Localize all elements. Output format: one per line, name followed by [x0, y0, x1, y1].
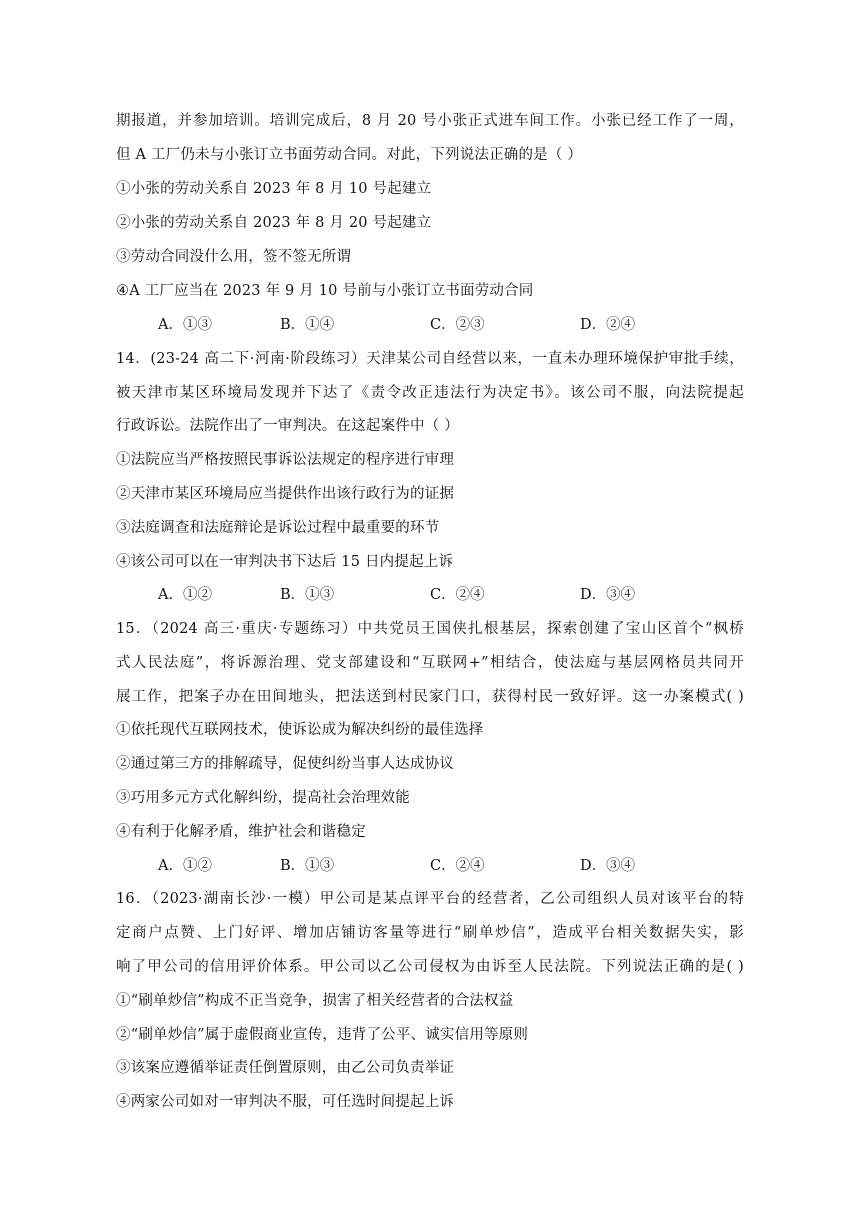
- q14-option-c[interactable]: C．②④: [430, 587, 485, 603]
- q15-statement-1: ①依托现代互联网技术，使诉讼成为解决纠纷的最佳选择: [116, 722, 484, 738]
- q16-statement-2: ②“刷单炒信”属于虚假商业宣传，违背了公平、诚实信用等原则: [116, 1027, 529, 1043]
- q15-statement-4: ④有利于化解矛盾，维护社会和谐稳定: [116, 824, 366, 840]
- q13-statement-3: ③劳动合同没什么用，签不签无所谓: [116, 249, 352, 265]
- q13-option-a[interactable]: A．①③: [158, 317, 212, 333]
- q16-statement-4: ④两家公司如对一审判决不服，可任选时间提起上诉: [116, 1094, 455, 1110]
- q13-statement-4: ④A 工厂应当在 2023 年 9 月 10 号前与小张订立书面劳动合同: [116, 283, 534, 299]
- q15-option-d[interactable]: D．③④: [580, 858, 636, 874]
- q14-option-d[interactable]: D．③④: [580, 587, 636, 603]
- q15-stem-line-2: 式人民法庭”，将诉源治理、党支部建设和“互联网+”相结合，使法庭与基层网格员共同开: [116, 655, 744, 671]
- q13-option-b[interactable]: B．①④: [280, 317, 335, 333]
- q14-statement-1: ①法院应当严格按照民事诉讼法规定的程序进行审理: [116, 452, 455, 468]
- q16-statement-3: ③该案应遵循举证责任倒置原则，由乙公司负责举证: [116, 1060, 455, 1076]
- q14-stem-line-2: 被天津市某区环境局发现并下达了《责令改正违法行为决定书》。该公司不服，向法院提起: [116, 385, 744, 401]
- q13-statement-2: ②小张的劳动关系自 2023 年 8 月 20 号起建立: [116, 215, 432, 231]
- q13-option-d[interactable]: D．②④: [580, 317, 636, 333]
- q15-statement-2: ②通过第三方的排解疏导，促使纠纷当事人达成协议: [116, 756, 455, 772]
- q15-stem-line-3: 展工作，把案子办在田间地头，把法送到村民家门口，获得村民一致好评。这一办案模式( ): [116, 689, 744, 705]
- q15-option-c[interactable]: C．②④: [430, 858, 485, 874]
- q14-stem-line-1: 14．(23-24 高二下·河南·阶段练习）天津某公司自经营以来，一直未办理环境保护审批手续，: [116, 351, 744, 367]
- q15-option-b[interactable]: B．①③: [280, 858, 335, 874]
- q14-statement-2: ②天津市某区环境局应当提供作出该行政行为的证据: [116, 486, 455, 502]
- q15-option-a[interactable]: A．①②: [158, 858, 212, 874]
- q15-statement-3: ③巧用多元方式化解纠纷，提高社会治理效能: [116, 790, 410, 806]
- q13-option-c[interactable]: C．②③: [430, 317, 485, 333]
- q15-stem-line-1: 15．（2024 高三·重庆·专题练习）中共党员王国侠扎根基层，探索创建了宝山区首个“枫桥: [116, 621, 744, 637]
- q13-stem-line-2: 但 A 工厂仍未与小张订立书面劳动合同。对此，下列说法正确的是（ ）: [116, 147, 583, 163]
- q16-statement-1: ①“刷单炒信”构成不正当竞争，损害了相关经营者的合法权益: [116, 993, 514, 1009]
- q14-option-b[interactable]: B．①③: [280, 587, 335, 603]
- q14-stem-line-3: 行政诉讼。法院作出了一审判决。在这起案件中（ ）: [116, 418, 459, 434]
- q14-statement-3: ③法庭调查和法庭辩论是诉讼过程中最重要的环节: [116, 520, 440, 536]
- q13-stem-line-1: 期报道，并参加培训。培训完成后，8 月 20 号小张正式进车间工作。小张已经工作了一周，: [116, 113, 744, 129]
- q16-stem-line-3: 响了甲公司的信用评价体系。甲公司以乙公司侵权为由诉至人民法院。下列说法正确的是( ): [116, 959, 744, 975]
- q13-statement-1: ①小张的劳动关系自 2023 年 8 月 10 号起建立: [116, 181, 432, 197]
- q16-stem-line-2: 定商户点赞、上门好评、增加店铺访客量等进行“刷单炒信”，造成平台相关数据失实，影: [116, 925, 744, 941]
- q16-stem-line-1: 16．（2023·湖南长沙·一模）甲公司是某点评平台的经营者，乙公司组织人员对该平台的特: [116, 891, 744, 907]
- q14-statement-4: ④该公司可以在一审判决书下达后 15 日内提起上诉: [116, 554, 454, 570]
- q14-option-a[interactable]: A．①②: [158, 587, 212, 603]
